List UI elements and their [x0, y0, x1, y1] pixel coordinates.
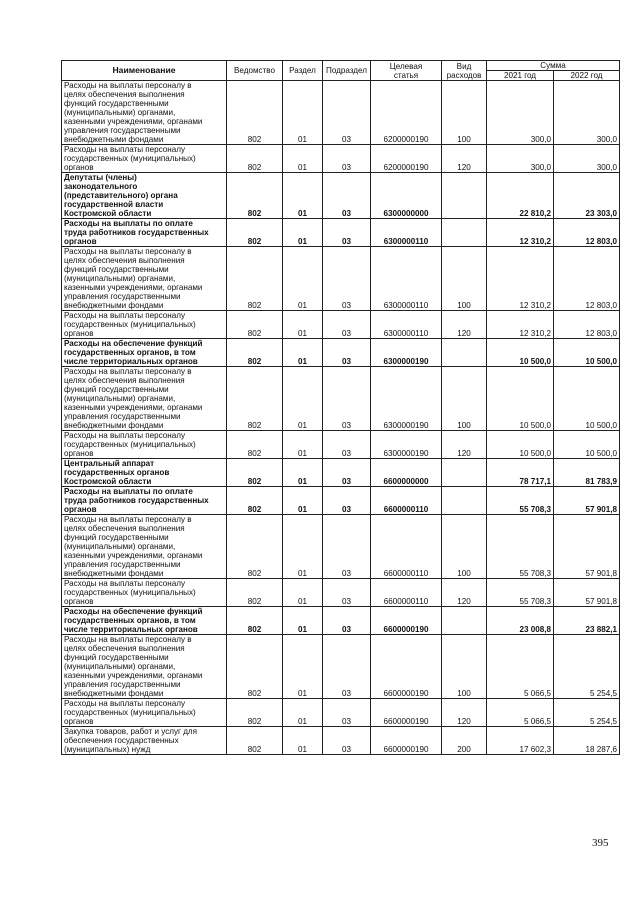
row-department: 802 — [227, 311, 283, 339]
table-row — [62, 145, 620, 173]
row-department: 802 — [227, 727, 283, 755]
table-row — [62, 607, 620, 635]
table-row — [62, 459, 620, 487]
row-department: 802 — [227, 431, 283, 459]
row-section: 01 — [283, 311, 323, 339]
row-sum-2021: 10 500,0 — [487, 367, 554, 431]
row-department: 802 — [227, 459, 283, 487]
row-subsection: 03 — [323, 173, 371, 219]
row-section: 01 — [283, 367, 323, 431]
row-expense-type: 100 — [442, 635, 487, 699]
row-department: 802 — [227, 367, 283, 431]
header-year-2021: 2021 год — [487, 71, 554, 81]
row-subsection: 03 — [323, 81, 371, 145]
row-sum-2022: 12 803,0 — [554, 219, 620, 247]
row-sum-2021: 10 500,0 — [487, 431, 554, 459]
row-subsection: 03 — [323, 607, 371, 635]
row-sum-2022: 10 500,0 — [554, 339, 620, 367]
row-name: Расходы на выплаты персоналу государственных (муниципальных) органов — [62, 311, 227, 339]
row-section: 01 — [283, 459, 323, 487]
table-row — [62, 173, 620, 219]
row-subsection: 03 — [323, 431, 371, 459]
row-target: 6600000110 — [371, 487, 442, 515]
row-section: 01 — [283, 515, 323, 579]
row-name: Расходы на выплаты по оплате труда работников государственных органов — [62, 487, 227, 515]
row-target: 6600000190 — [371, 699, 442, 727]
table-row — [62, 515, 620, 579]
row-target: 6200000190 — [371, 81, 442, 145]
page-number: 395 — [592, 837, 609, 849]
header-department: Ведомство — [227, 61, 283, 81]
table-row — [62, 311, 620, 339]
row-target: 6600000190 — [371, 607, 442, 635]
row-section: 01 — [283, 219, 323, 247]
table-row — [62, 339, 620, 367]
row-subsection: 03 — [323, 367, 371, 431]
row-name: Расходы на выплаты персоналу в целях обеспечения выполнения функций государственными (муниципальными) органами, казенными учреждениями, органами управления государственными внебюджетными фондами — [62, 515, 227, 579]
row-name: Депутаты (члены) законодательного (представительного) органа государственной власти Костромской области — [62, 173, 227, 219]
row-sum-2022: 57 901,8 — [554, 515, 620, 579]
row-expense-type: 100 — [442, 515, 487, 579]
row-section: 01 — [283, 727, 323, 755]
row-target: 6600000110 — [371, 515, 442, 579]
row-department: 802 — [227, 145, 283, 173]
row-sum-2021: 55 708,3 — [487, 487, 554, 515]
row-target: 6300000110 — [371, 311, 442, 339]
row-department: 802 — [227, 339, 283, 367]
row-target: 6600000000 — [371, 459, 442, 487]
row-name: Расходы на выплаты персоналу государственных (муниципальных) органов — [62, 431, 227, 459]
row-section: 01 — [283, 81, 323, 145]
row-section: 01 — [283, 173, 323, 219]
row-expense-type: 100 — [442, 247, 487, 311]
row-subsection: 03 — [323, 635, 371, 699]
row-name: Расходы на выплаты по оплате труда работников государственных органов — [62, 219, 227, 247]
row-sum-2022: 5 254,5 — [554, 635, 620, 699]
row-expense-type — [442, 607, 487, 635]
row-target: 6600000190 — [371, 727, 442, 755]
row-expense-type: 120 — [442, 431, 487, 459]
row-expense-type: 100 — [442, 367, 487, 431]
table-row — [62, 487, 620, 515]
row-section: 01 — [283, 699, 323, 727]
row-department: 802 — [227, 579, 283, 607]
row-target: 6300000190 — [371, 367, 442, 431]
row-sum-2022: 10 500,0 — [554, 431, 620, 459]
row-sum-2022: 57 901,8 — [554, 579, 620, 607]
row-subsection: 03 — [323, 311, 371, 339]
table-row — [62, 579, 620, 607]
row-section: 01 — [283, 339, 323, 367]
row-subsection: 03 — [323, 727, 371, 755]
row-sum-2021: 55 708,3 — [487, 515, 554, 579]
row-section: 01 — [283, 431, 323, 459]
row-name: Расходы на выплаты персоналу государственных (муниципальных) органов — [62, 579, 227, 607]
row-sum-2022: 5 254,5 — [554, 699, 620, 727]
row-department: 802 — [227, 515, 283, 579]
header-expense-type: Вид расходов — [442, 61, 487, 81]
row-subsection: 03 — [323, 459, 371, 487]
row-expense-type: 120 — [442, 311, 487, 339]
row-expense-type: 120 — [442, 145, 487, 173]
budget-table — [61, 60, 620, 755]
row-sum-2021: 12 310,2 — [487, 247, 554, 311]
row-name: Расходы на выплаты персоналу в целях обеспечения выполнения функций государственными (муниципальными) органами, казенными учреждениями, органами управления государственными внебюджетными фондами — [62, 635, 227, 699]
row-sum-2021: 78 717,1 — [487, 459, 554, 487]
row-expense-type — [442, 459, 487, 487]
header-sum: Сумма — [487, 61, 620, 71]
row-section: 01 — [283, 247, 323, 311]
row-department: 802 — [227, 607, 283, 635]
table-row — [62, 367, 620, 431]
row-expense-type: 120 — [442, 699, 487, 727]
row-sum-2021: 300,0 — [487, 145, 554, 173]
header-year-2022: 2022 год — [554, 71, 620, 81]
row-subsection: 03 — [323, 699, 371, 727]
row-department: 802 — [227, 81, 283, 145]
row-sum-2022: 12 803,0 — [554, 247, 620, 311]
row-department: 802 — [227, 173, 283, 219]
row-expense-type — [442, 339, 487, 367]
row-sum-2021: 300,0 — [487, 81, 554, 145]
row-name: Расходы на выплаты персоналу в целях обеспечения выполнения функций государственными (муниципальными) органами, казенными учреждениями, органами управления государственными внебюджетными фондами — [62, 247, 227, 311]
row-target: 6600000110 — [371, 579, 442, 607]
row-section: 01 — [283, 635, 323, 699]
row-name: Расходы на обеспечение функций государственных органов, в том числе территориальных органов — [62, 339, 227, 367]
row-department: 802 — [227, 487, 283, 515]
table-row — [62, 727, 620, 755]
row-department: 802 — [227, 635, 283, 699]
row-expense-type: 120 — [442, 579, 487, 607]
row-subsection: 03 — [323, 339, 371, 367]
row-name: Расходы на выплаты персоналу в целях обеспечения выполнения функций государственными (муниципальными) органами, казенными учреждениями, органами управления государственными внебюджетными фондами — [62, 367, 227, 431]
row-sum-2021: 23 008,8 — [487, 607, 554, 635]
row-sum-2022: 10 500,0 — [554, 367, 620, 431]
table-row — [62, 81, 620, 145]
row-name: Центральный аппарат государственных органов Костромской области — [62, 459, 227, 487]
row-sum-2022: 57 901,8 — [554, 487, 620, 515]
row-section: 01 — [283, 145, 323, 173]
header-subsection: Подраздел — [323, 61, 371, 81]
table-row — [62, 247, 620, 311]
row-target: 6600000190 — [371, 635, 442, 699]
row-target: 6300000110 — [371, 219, 442, 247]
row-sum-2021: 10 500,0 — [487, 339, 554, 367]
row-name: Расходы на выплаты персоналу государственных (муниципальных) органов — [62, 699, 227, 727]
row-sum-2022: 12 803,0 — [554, 311, 620, 339]
row-name: Расходы на обеспечение функций государственных органов, в том числе территориальных органов — [62, 607, 227, 635]
table-row — [62, 219, 620, 247]
header-name: Наименование — [62, 61, 227, 81]
table-row — [62, 431, 620, 459]
table-row — [62, 699, 620, 727]
row-subsection: 03 — [323, 247, 371, 311]
row-name: Расходы на выплаты персоналу государственных (муниципальных) органов — [62, 145, 227, 173]
row-sum-2022: 18 287,6 — [554, 727, 620, 755]
header-target: Целевая статья — [371, 61, 442, 81]
row-subsection: 03 — [323, 579, 371, 607]
header-row-top — [62, 61, 620, 71]
row-department: 802 — [227, 219, 283, 247]
row-expense-type: 100 — [442, 81, 487, 145]
row-section: 01 — [283, 487, 323, 515]
row-target: 6300000190 — [371, 431, 442, 459]
row-target: 6300000110 — [371, 247, 442, 311]
row-target: 6300000000 — [371, 173, 442, 219]
row-subsection: 03 — [323, 145, 371, 173]
row-sum-2021: 55 708,3 — [487, 579, 554, 607]
row-name: Расходы на выплаты персоналу в целях обеспечения выполнения функций государственными (муниципальными) органами, казенными учреждениями, органами управления государственными внебюджетными фондами — [62, 81, 227, 145]
row-sum-2021: 5 066,5 — [487, 635, 554, 699]
row-subsection: 03 — [323, 487, 371, 515]
row-sum-2021: 12 310,2 — [487, 311, 554, 339]
row-subsection: 03 — [323, 515, 371, 579]
row-section: 01 — [283, 607, 323, 635]
row-subsection: 03 — [323, 219, 371, 247]
row-expense-type — [442, 219, 487, 247]
row-department: 802 — [227, 247, 283, 311]
row-name: Закупка товаров, работ и услуг для обеспечения государственных (муниципальных) нужд — [62, 727, 227, 755]
table-row — [62, 635, 620, 699]
row-sum-2022: 23 303,0 — [554, 173, 620, 219]
row-sum-2021: 17 602,3 — [487, 727, 554, 755]
row-expense-type — [442, 173, 487, 219]
row-target: 6300000190 — [371, 339, 442, 367]
row-sum-2022: 81 783,9 — [554, 459, 620, 487]
row-expense-type — [442, 487, 487, 515]
row-section: 01 — [283, 579, 323, 607]
header-section: Раздел — [283, 61, 323, 81]
row-sum-2021: 12 310,2 — [487, 219, 554, 247]
row-expense-type: 200 — [442, 727, 487, 755]
row-sum-2022: 300,0 — [554, 81, 620, 145]
row-sum-2021: 22 810,2 — [487, 173, 554, 219]
row-department: 802 — [227, 699, 283, 727]
row-sum-2021: 5 066,5 — [487, 699, 554, 727]
row-sum-2022: 300,0 — [554, 145, 620, 173]
row-target: 6200000190 — [371, 145, 442, 173]
table-body — [62, 81, 620, 755]
row-sum-2022: 23 882,1 — [554, 607, 620, 635]
